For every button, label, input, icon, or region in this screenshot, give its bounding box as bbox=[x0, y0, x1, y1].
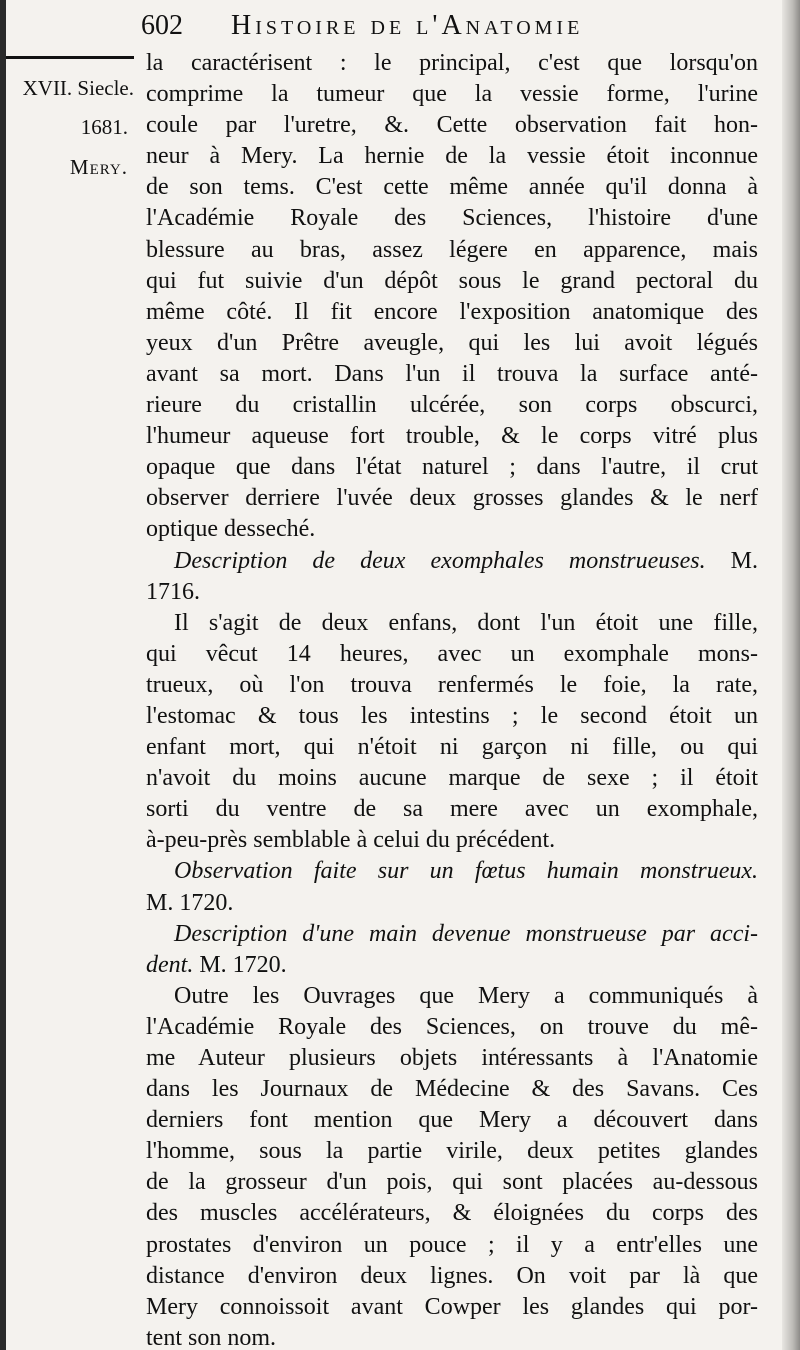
body-line: de la grosseur d'un pois, qui sont placées au-dessous bbox=[146, 1169, 758, 1196]
entry-reference: M. bbox=[730, 547, 759, 574]
margin-note-century: XVII. Siecle. bbox=[22, 76, 134, 100]
scan-edge-right bbox=[782, 0, 800, 1350]
entry-title: Observation faite sur un fœtus humain monstrueux. bbox=[174, 858, 758, 885]
body-line: optique desseché. bbox=[146, 516, 316, 543]
body-line: opaque que dans l'état naturel ; dans l'autre, il crut bbox=[146, 454, 758, 481]
margin-note-name: Mery. bbox=[69, 155, 128, 179]
body-line: même côté. Il fit encore l'exposition anatomique des bbox=[146, 298, 758, 325]
body-line: à-peu-près semblable à celui du précédent. bbox=[146, 827, 556, 854]
body-text bbox=[146, 48, 758, 1350]
page-number: 602 bbox=[141, 10, 183, 41]
body-line: dans les Journaux de Médecine & des Savans. Ces bbox=[146, 1076, 758, 1103]
body-line: blessure au bras, assez légere en apparence, mais bbox=[146, 236, 758, 263]
running-title: Histoire de l'Anatomie bbox=[231, 10, 584, 41]
body-line: coule par l'uretre, &. Cette observation fait hon- bbox=[146, 112, 758, 139]
body-line: neur à Mery. La hernie de la vessie étoit inconnue bbox=[146, 143, 758, 170]
entry-title-line bbox=[146, 546, 758, 577]
body-line: tent son nom. bbox=[146, 1324, 276, 1350]
body-line: de son tems. C'est cette même année qu'il donna à bbox=[146, 174, 758, 201]
body-line: avant sa mort. Dans l'un il trouva la surface anté- bbox=[146, 360, 758, 387]
body-line: l'Académie Royale des Sciences, l'histoire d'une bbox=[146, 205, 758, 232]
body-line: Il s'agit de deux enfans, dont l'un étoit une fille, bbox=[174, 609, 758, 636]
body-line: observer derriere l'uvée deux grosses glandes & le nerf bbox=[146, 485, 758, 512]
body-line: comprime la tumeur que la vessie forme, l'urine bbox=[146, 81, 758, 108]
entry-title: Description de deux exomphales monstrueuses. bbox=[174, 547, 706, 574]
entry-reference: M. 1720. bbox=[146, 889, 234, 916]
body-line: l'estomac & tous les intestins ; le second étoit un bbox=[146, 702, 758, 729]
body-line: qui fut suivie d'un dépôt sous le grand pectoral du bbox=[146, 267, 758, 294]
body-line: Outre les Ouvrages que Mery a communiqués à bbox=[174, 982, 758, 1009]
body-line: la caractérisent : le principal, c'est que lorsqu'on bbox=[146, 50, 758, 76]
body-line: l'Académie Royale des Sciences, on trouve du mê- bbox=[146, 1013, 758, 1040]
entry-reference: M. 1720. bbox=[199, 951, 287, 978]
body-line: sorti du ventre de sa mere avec un exomphale, bbox=[146, 796, 758, 823]
body-line: des muscles accélérateurs, & éloignées du corps des bbox=[146, 1200, 758, 1227]
body-line: rieure du cristallin ulcérée, son corps obscurci, bbox=[146, 392, 758, 419]
body-line: me Auteur plusieurs objets intéressants à l'Anatomie bbox=[146, 1045, 758, 1071]
body-line: Mery connoissoit avant Cowper les glandes qui por- bbox=[146, 1293, 758, 1320]
body-line: trueux, où l'on trouva renfermés le foie, la rate, bbox=[146, 671, 758, 698]
body-line: l'humeur aqueuse fort trouble, & le corps vitré plus bbox=[146, 423, 758, 450]
body-line: prostates d'environ un pouce ; il y a entr'elles une bbox=[146, 1231, 758, 1258]
body-line: enfant mort, qui n'étoit ni garçon ni fille, ou qui bbox=[146, 734, 758, 761]
page-header bbox=[141, 8, 761, 44]
body-line: qui vêcut 14 heures, avec un exomphale mons- bbox=[146, 640, 758, 667]
margin-rule bbox=[6, 56, 134, 59]
entry-reference-year: 1716. bbox=[146, 578, 200, 605]
entry-title-continued bbox=[146, 950, 758, 981]
body-line: l'homme, sous la partie virile, deux petites glandes bbox=[146, 1138, 758, 1165]
entry-title: dent. bbox=[146, 951, 194, 978]
body-line: n'avoit du moins aucune marque de sexe ; il étoit bbox=[146, 765, 758, 792]
body-line: yeux d'un Prêtre aveugle, qui les lui avoit légués bbox=[146, 329, 758, 356]
body-line: distance d'environ deux lignes. On voit par là que bbox=[146, 1262, 758, 1289]
margin-note-year: 1681. bbox=[80, 115, 128, 139]
body-line: derniers font mention que Mery a découvert dans bbox=[146, 1107, 758, 1134]
entry-title: Description d'une main devenue monstrueuse par acci- bbox=[174, 920, 758, 947]
scan-edge-left bbox=[0, 0, 6, 1350]
